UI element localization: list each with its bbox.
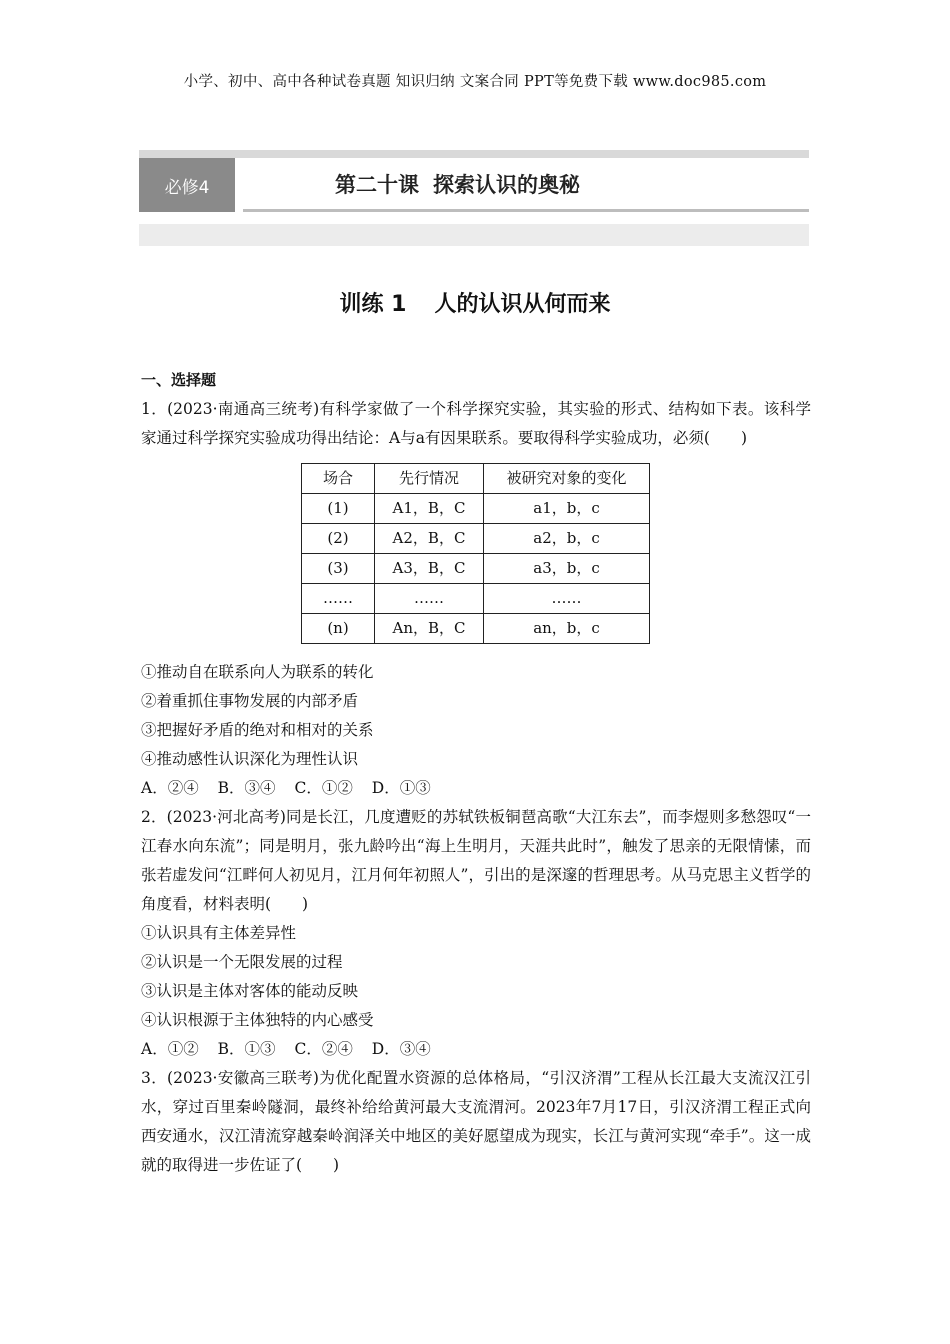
table-cell: a2，b，c [484,524,650,554]
question-1-stem: 1．(2023·南通高三统考)有科学家做了一个科学探究实验，其实验的形式、结构如下表。该科学家通过科学探究实验成功得出结论：A与a有因果联系。要取得科学实验成功，必须( ) [141,400,811,447]
answer-choice: B．①③ [217,1040,276,1058]
question-2-option: ③认识是主体对客体的能动反映 [141,982,359,1000]
table-row [302,524,650,554]
question-3-stem: 3．(2023·安徽高三联考)为优化配置水资源的总体格局，“引汉济渭”工程从长江最大支流汉江引水，穿过百里秦岭隧洞，最终补给给黄河最大支流渭河。2023年7月17日，引汉济渭工程正式向西安通水，汉江清流穿越秦岭润泽关中地区的美好愿望成为现实，长江与黄河实现“牵手”。这一成就的取得进一步佐证了( ) [141,1069,811,1174]
page-title [0,287,950,318]
question-2-option: ①认识具有主体差异性 [141,924,297,942]
answer-choice: B．③④ [217,779,276,797]
table-cell: a3，b，c [484,554,650,584]
answer-choice: C．①② [294,779,353,797]
table-header: 场合 [302,464,375,494]
experiment-table [301,463,650,644]
table-cell: …… [375,584,484,614]
question-1-answers [141,774,811,803]
banner-bottom-band [139,224,809,246]
table-cell: (n) [302,614,375,644]
table-row [302,554,650,584]
lesson-number: 第二十课 [335,172,419,197]
question-2-option: ②认识是一个无限发展的过程 [141,953,343,971]
table-cell: …… [484,584,650,614]
table-row [302,494,650,524]
question-1-option: ④推动感性认识深化为理性认识 [141,750,359,768]
lesson-title [243,158,809,212]
table-row [302,614,650,644]
question-2-option: ④认识根源于主体独特的内心感受 [141,1011,374,1029]
table-header-row [302,464,650,494]
table-header: 被研究对象的变化 [484,464,650,494]
answer-choice: A．①② [141,1040,199,1058]
table-header: 先行情况 [375,464,484,494]
table-cell: an，b，c [484,614,650,644]
table-cell: An，B，C [375,614,484,644]
question-2-stem: 2．(2023·河北高考)同是长江，几度遭贬的苏轼铁板铜琶高歌“大江东去”，而李煜则多愁怨叹“一江春水向东流”；同是明月，张九龄吟出“海上生明月，天涯共此时”，触发了思亲的无限情愫，而张若虚发问“江畔何人初见月，江月何年初照人”，引出的是深邃的哲理思考。从马克思主义哲学的角度看，材料表明( ) [141,808,811,913]
question-1-option: ①推动自在联系向人为联系的转化 [141,663,374,681]
table-cell: …… [302,584,375,614]
banner-top-band [139,150,809,158]
table-cell: a1，b，c [484,494,650,524]
answer-choice: C．②④ [294,1040,353,1058]
table-cell: (3) [302,554,375,584]
question-2-answers [141,1035,811,1064]
lesson-banner [139,150,809,246]
title-prefix: 训练 1 [339,292,407,317]
title-text: 人的认识从何而来 [434,292,611,317]
question-1-option: ③把握好矛盾的绝对和相对的关系 [141,721,374,739]
answer-choice: D．①③ [371,779,431,797]
table-row [302,584,650,614]
table-cell: A2，B，C [375,524,484,554]
question-1-option: ②着重抓住事物发展的内部矛盾 [141,692,359,710]
table-cell: A3，B，C [375,554,484,584]
table-cell: (2) [302,524,375,554]
table-cell: A1，B，C [375,494,484,524]
answer-choice: A．②④ [141,779,199,797]
table-cell: (1) [302,494,375,524]
lesson-name: 探索认识的奥秘 [433,172,580,197]
question-content [141,366,811,1180]
answer-choice: D．③④ [371,1040,431,1058]
page-header: 小学、初中、高中各种试卷真题 知识归纳 文案合同 PPT等免费下载 www.doc985.com [183,74,767,90]
section-title: 一、选择题 [141,371,217,389]
course-label: 必修4 [139,158,235,212]
